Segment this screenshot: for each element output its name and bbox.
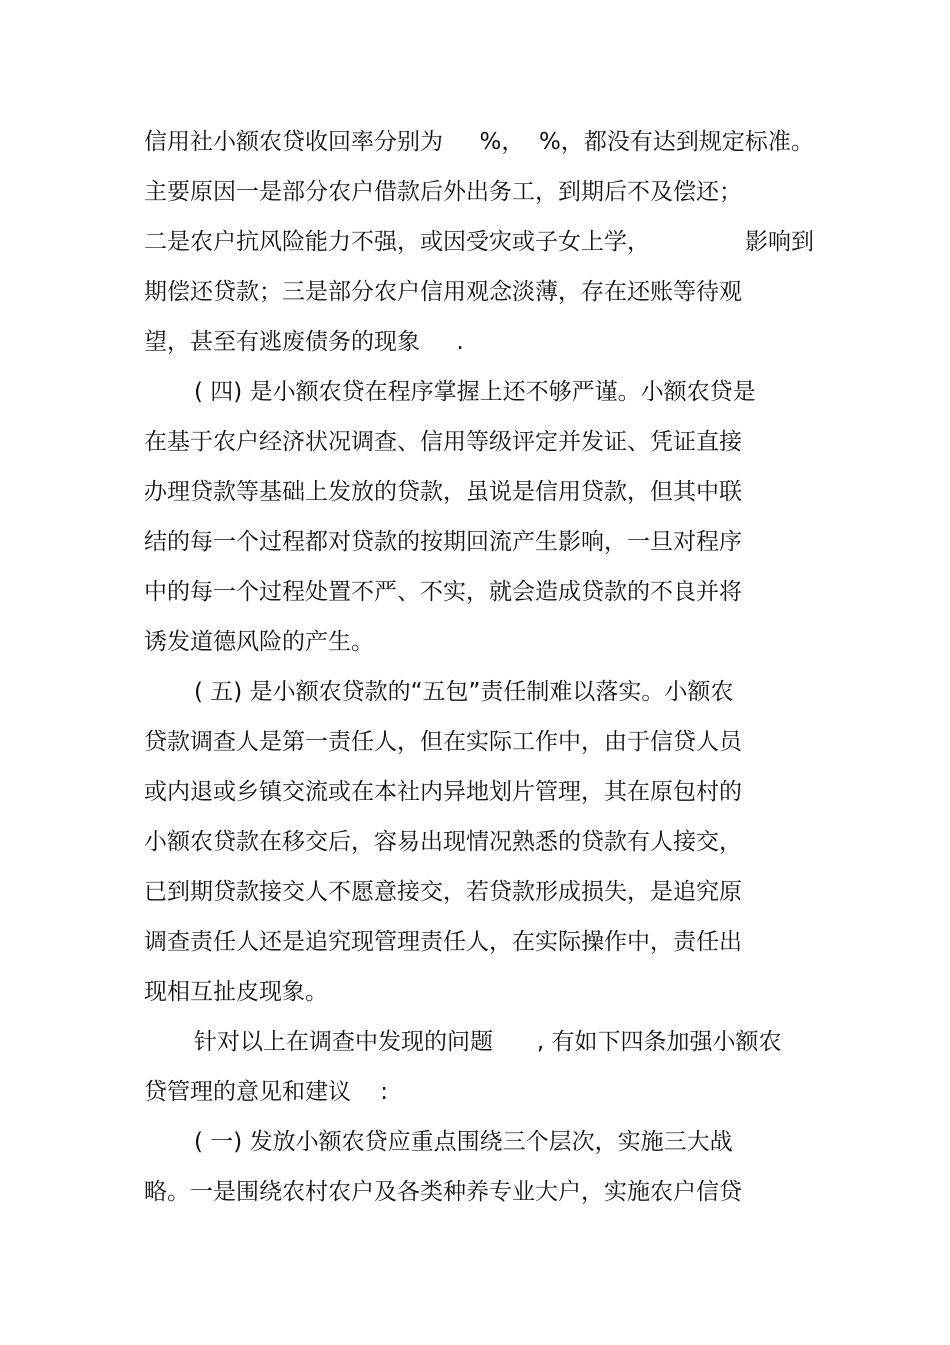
text-line: 期偿还贷款；三是部分农户信用观念淡薄，存在还账等待观: [144, 279, 742, 305]
text-line: 办理贷款等基础上发放的贷款，虽说是信用贷款，但其中联: [144, 479, 742, 505]
text-line: 贷款调查人是第一责任人，但在实际工作中，由于信贷人员: [144, 729, 742, 755]
paragraph-start-line: ( 四) 是小额农贷在程序掌握上还不够严谨。小额农贷是: [194, 379, 756, 405]
text-line: 在基于农户经济状况调查、信用等级评定并发证、凭证直接: [144, 429, 742, 455]
text-line: 贷管理的意见和建议 :: [144, 1079, 388, 1105]
text-line: 二是农户抗风险能力不强，或因受灾或子女上学， 影响到: [144, 229, 815, 255]
text-line: 望，甚至有逃废债务的现象 .: [144, 329, 464, 355]
text-line: 中的每一个过程处置不严、不实，就会造成贷款的不良并将: [144, 579, 742, 605]
text-line: 调查责任人还是追究现管理责任人，在实际操作中，责任出: [144, 929, 742, 955]
text-line: 已到期贷款接交人不愿意接交，若贷款形成损失，是追究原: [144, 879, 742, 905]
text-line: 略。一是围绕农村农户及各类种养专业大户，实施农户信贷: [144, 1179, 742, 1205]
text-line: 主要原因一是部分农户借款后外出务工，到期后不及偿还；: [144, 179, 742, 205]
paragraph-start-line: ( 一) 发放小额农贷应重点围绕三个层次，实施三大战: [194, 1129, 733, 1155]
text-line: 诱发道德风险的产生。: [144, 629, 374, 655]
text-line: 信用社小额农贷收回率分别为 %， %，都没有达到规定标准。: [144, 129, 814, 155]
text-line: 现相互扯皮现象。: [144, 979, 328, 1005]
text-line: 或内退或乡镇交流或在本社内异地划片管理，其在原包村的: [144, 779, 742, 805]
paragraph-start-line: ( 五) 是小额农贷款的“五包”责任制难以落实。小额农: [194, 679, 734, 705]
text-line: 小额农贷款在移交后，容易出现情况熟悉的贷款有人接交，: [144, 829, 742, 855]
paragraph-start-line: 针对以上在调查中发现的问题 , 有如下四条加强小额农: [194, 1029, 782, 1055]
text-line: 结的每一个过程都对贷款的按期回流产生影响，一旦对程序: [144, 529, 742, 555]
